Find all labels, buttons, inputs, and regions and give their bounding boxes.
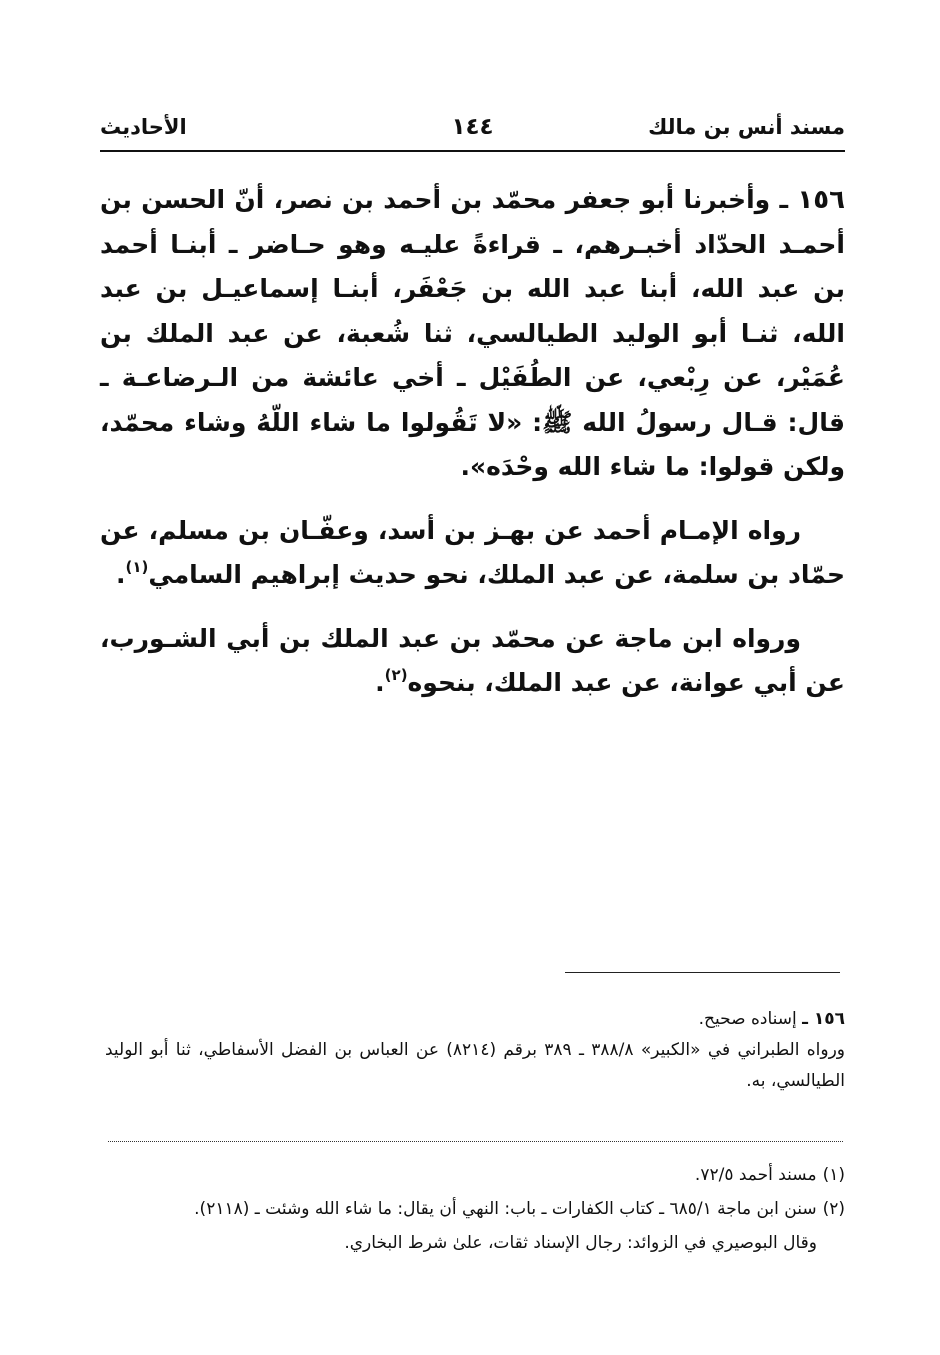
header-divider	[100, 150, 845, 152]
reference-number: (١)	[822, 1165, 845, 1185]
references-list	[105, 1160, 845, 1262]
page-header	[100, 112, 845, 146]
isnad-note-text: إسناده صحيح.	[698, 1009, 797, 1029]
narration-paragraph	[100, 509, 845, 598]
isnad-note-label: ١٥٦ ـ	[802, 1009, 845, 1029]
hadith-paragraph	[100, 178, 845, 490]
hadith-number: ١٥٦	[797, 185, 845, 215]
references-divider	[108, 1141, 843, 1142]
narration-end: .	[116, 560, 126, 589]
footnote-divider	[565, 972, 840, 973]
book-title: مسند أنس بن مالك	[648, 115, 845, 139]
reference-item	[105, 1160, 845, 1191]
ibn-majah-end: .	[375, 668, 385, 697]
reference-text: وقال البوصيري في الزوائد: رجال الإسناد ثقات، علىٰ شرط البخاري.	[344, 1233, 817, 1253]
ibn-majah-text: ورواه ابن ماجة عن محمّد بن عبد الملك بن أبي الشـورب، عن أبي عوانة، عن عبد الملك، بنحوه	[100, 623, 845, 697]
hadith-text: ـ وأخبرنا أبو جعفر محمّد بن أحمد بن نصر، أنّ الحسن بن أحمـد الحدّاد أخبـرهم، ـ قراءةً عليـه وهو حـاضر ـ أبنـا أحمد بن عبد الله، أبنا عبد الله بن جَعْفَر، أبنـا إسماعيـل بن عبد الله، ثنـا أبو الوليد الطيالسي، ثنا شُعبة، عن عبد الملك بن عُمَيْر، عن رِبْعي، عن الطُفَيْل ـ أخي عائشة من الـرضاعـة ـ قال: قـال رسولُ الله ﷺ: «لا تَقُولوا ما شاء اللّهُ وشاء محمّد، ولكن قولوا: ما شاء الله وحْدَه».	[100, 185, 845, 481]
footnote-block	[105, 1004, 845, 1097]
footnote-marker-2[interactable]: (٢)	[384, 666, 408, 684]
ibn-majah-paragraph	[100, 617, 845, 706]
isnad-note	[105, 1004, 845, 1035]
section-title: الأحاديث	[100, 115, 187, 139]
reference-text: مسند أحمد ٧٢/٥.	[694, 1165, 817, 1185]
main-text	[100, 178, 845, 725]
footnote-marker-1[interactable]: (١)	[125, 558, 149, 576]
narration-text: رواه الإمـام أحمد عن بهـز بن أسد، وعفّـان بن مسلم، عن حمّاد بن سلمة، عن عبد الملك، نحو حديث إبراهيم السامي	[100, 515, 845, 589]
reference-number: (٢)	[822, 1199, 845, 1219]
page-number: ١٤٤	[451, 114, 494, 140]
reference-item	[105, 1228, 845, 1259]
tabarani-note: ورواه الطبراني في «الكبير» ٣٨٨/٨ ـ ٣٨٩ برقم (٨٢١٤) عن العباس بن الفضل الأسفاطي، ثنا أبو الوليد الطيالسي، به.	[105, 1040, 845, 1091]
reference-item	[105, 1194, 845, 1225]
reference-text: سنن ابن ماجة ٦٨٥/١ ـ كتاب الكفارات ـ باب: النهي أن يقال: ما شاء الله وشئت ـ (٢١١٨).	[194, 1199, 817, 1219]
